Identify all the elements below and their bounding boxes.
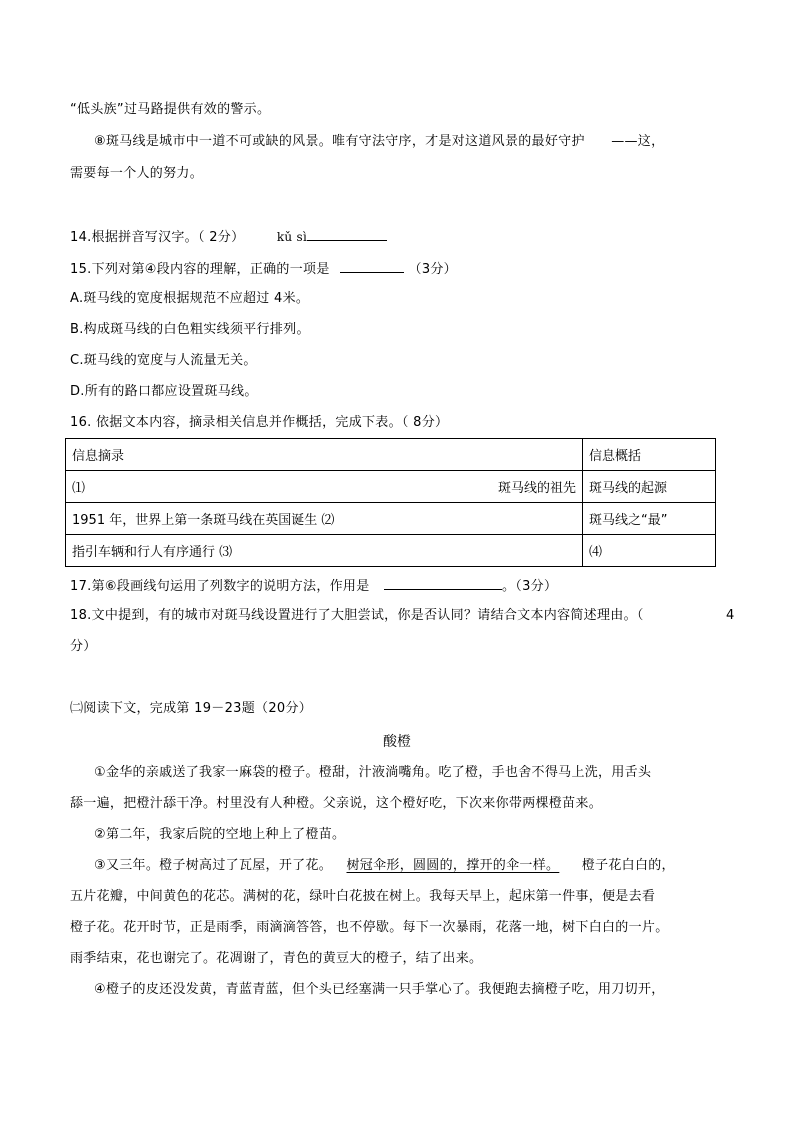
option-b: B.构成斑马线的白色粗实线须平行排列。	[70, 322, 310, 337]
summary-cell: 斑马线的起源	[583, 471, 716, 503]
blank-marker-1: ⑴	[72, 481, 86, 496]
option-a: A.斑马线的宽度根据规范不应超过 4米。	[70, 291, 310, 306]
paragraph-3-line1	[94, 857, 675, 875]
article-title: 酸橙	[383, 734, 411, 750]
question-14	[70, 227, 387, 247]
info-table	[65, 438, 716, 567]
paragraph-1-line2: 舔一遍，把橙汁舔干净。村里没有人种橙。父亲说，这个橙好吃，下次来你带两棵橙苗来。	[70, 796, 603, 811]
question-17	[70, 576, 557, 596]
paragraph-8-dash: ——这，	[611, 134, 665, 149]
paragraph-8-line1	[94, 133, 664, 151]
paragraph-3-text-cont: 橙子花白白的，	[581, 858, 675, 873]
excerpt-cell[interactable]	[66, 503, 583, 535]
table-row	[66, 503, 716, 535]
option-d: D.所有的路口都应设置斑马线。	[70, 384, 258, 399]
paragraph-8-text: ⑧斑马线是城市中一道不可或缺的风景。唯有守法守序，才是对这道风景的最好守护	[94, 134, 585, 149]
passage-line: “低头族”过马路提供有效的警示。	[70, 102, 271, 117]
question-14-pinyin: kǔ sì	[276, 230, 308, 244]
paragraph-2: ②第二年，我家后院的空地上种上了橙苗。	[94, 827, 346, 842]
answer-blank-17[interactable]	[384, 576, 502, 590]
underlined-sentence: 树冠伞形，圆圆的，撑开的伞一样。	[346, 858, 560, 873]
paragraph-1-line1: ①金华的亲戚送了我家一麻袋的橙子。橙甜，汁液淌嘴角。吃了橙，手也舍不得马上洗，用舌头	[94, 765, 652, 780]
question-18-line2: 分）	[70, 639, 97, 654]
paragraph-3-line4: 雨季结束，花也谢完了。花凋谢了，青色的黄豆大的橙子，结了出来。	[70, 951, 483, 966]
paragraph-3-text: ③又三年。橙子树高过了瓦屋，开了花。	[94, 858, 333, 873]
answer-blank-14[interactable]	[307, 227, 387, 241]
question-18-line1	[70, 607, 644, 625]
excerpt-text: 1951 年，世界上第一条斑马线在英国诞生 ⑵	[72, 513, 335, 528]
question-16: 16. 依据文本内容，摘录相关信息并作概括，完成下表。（ 8分）	[70, 415, 449, 430]
paragraph-3-line3: 橙子花。花开时节，正是雨季，雨滴滴答答，也不停歇。每下一次暴雨，花落一地，树下白白的一片。	[70, 920, 669, 935]
question-14-text: 14.根据拼音写汉字。（ 2分）	[70, 230, 245, 245]
paragraph-4-line1: ④橙子的皮还没发黄，青蓝青蓝，但个头已经塞满一只手掌心了。我便跑去摘橙子吃，用刀切开，	[94, 982, 665, 997]
option-c: C.斑马线的宽度与人流量无关。	[70, 353, 257, 368]
question-17-text: 17.第⑥段画线句运用了列数字的说明方法，作用是	[70, 579, 370, 594]
summary-cell: 斑马线之“最”	[583, 503, 716, 535]
header-summary: 信息概括	[583, 439, 716, 471]
question-15-score: （3分）	[408, 262, 457, 277]
excerpt-cell[interactable]	[66, 535, 583, 567]
table-row	[66, 471, 716, 503]
excerpt-cell[interactable]	[66, 471, 583, 503]
question-15	[70, 259, 457, 279]
paragraph-3-line2: 五片花瓣，中间黄色的花芯。满树的花，绿叶白花披在树上。我每天早上，起床第一件事，便是去看	[70, 889, 656, 904]
question-17-tail: 。（3分）	[501, 579, 558, 594]
excerpt-text: 指引车辆和行人有序通行 ⑶	[72, 545, 233, 560]
question-18-text: 18.文中提到，有的城市对斑马线设置进行了大胆尝试，你是否认同？请结合文本内容简述理由。（	[70, 608, 644, 623]
summary-cell[interactable]: ⑷	[583, 535, 716, 567]
section-2-heading: ㈡阅读下文，完成第 19－23题（20分）	[70, 701, 313, 716]
answer-blank-15[interactable]	[340, 259, 404, 273]
table-row	[66, 535, 716, 567]
question-18-score: 4	[726, 608, 735, 623]
question-15-text: 15.下列对第④段内容的理解，正确的一项是	[70, 262, 330, 277]
table-header-row	[66, 439, 716, 471]
header-excerpt: 信息摘录	[66, 439, 583, 471]
excerpt-text: 斑马线的祖先	[497, 481, 576, 496]
paragraph-8-line2: 需要每一个人的努力。	[70, 166, 204, 181]
